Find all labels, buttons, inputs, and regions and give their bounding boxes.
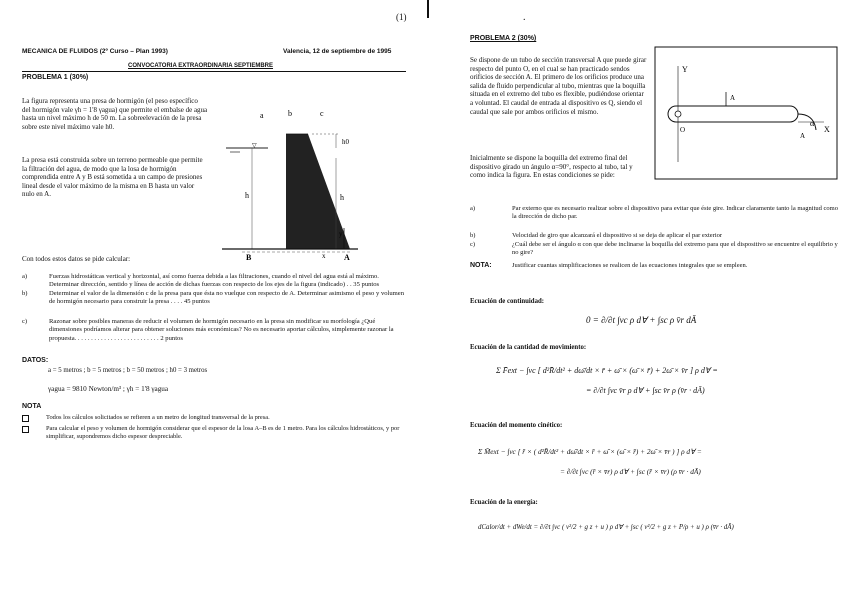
page-number: (1)	[396, 12, 407, 22]
question-a-label: a)	[22, 273, 28, 280]
dim-label-b: b	[288, 109, 292, 118]
scan-dot: .	[523, 12, 526, 23]
problem1-title: PROBLEMA 1 (30%)	[22, 74, 89, 81]
label-alpha: α	[810, 119, 815, 128]
question-b-label: b)	[22, 290, 28, 297]
problem2-intro: Se dispone de un tubo de sección transversal A que puede girar respecto del punto O, en el cual se han practicado sendos orificios de sección A. El primero de los orificios produce una salida de fluido perpendicular al tubo, mientras que la boquilla situada en el extremo del tubo es flexible, pudiéndose orientar a voluntad. El caudal de entrada al dispositivo es Q, siendo el caudal que sale por ambos orificios el mismo.	[470, 56, 647, 116]
problem1-question-c	[22, 318, 412, 346]
problem2-nota-label: NOTA:	[470, 262, 492, 269]
momentum-equation-line2: = ∂/∂t ∫vc v̄r ρ d∀ + ∫sc v̄r ρ (v̄r · dĀ)	[586, 386, 705, 395]
nota-item-text: Para calcular el peso y volumen de hormigón considerar que el espesor de la losa A–B es de 1 metro. Para los cálculos hidrostáticos, y por simplificar, supondremos dicho espesor despreciable.	[46, 425, 400, 440]
p2-question-c-text: ¿Cuál debe ser el ángulo α con que debe inclinarse la boquilla del extremo para que el dispositivo se encuentre el equilibrio y no gire?	[512, 241, 838, 257]
dim-label-h-left: h	[245, 191, 249, 200]
continuity-title: Ecuación de continuidad:	[470, 298, 545, 305]
nota-title: NOTA	[22, 403, 42, 410]
question-a-text: Fuerzas hidrostáticas vertical y horizontal, así como fuerza debida a las filtraciones, cuando el nivel del agua está al máximo. Determinar dirección, sentido y línea de acción de dichas fuerzas con respecto de los ejes de la figura (indicado) . . 35 puntos	[49, 273, 380, 289]
question-b-text: Determinar el valor de la dimensión c de la presa para que ésta no vuelque con respecto de A. Determinar asimismo el peso y volumen de hormigón necesario para construir la presa . . . . 45 puntos	[49, 290, 405, 306]
page-divider	[427, 0, 429, 18]
date-header: Valencia, 12 de septiembre de 1995	[283, 48, 392, 55]
label-A1: A	[730, 94, 736, 102]
problem2-title: PROBLEMA 2 (30%)	[470, 35, 537, 42]
dim-label-a: a	[260, 111, 264, 120]
p2-question-b-text: Velocidad de giro que alcanzará el dispositivo si se deja de aplicar el par exterior	[512, 232, 723, 239]
problem1-intro2-text: La presa está construida sobre un terreno permeable que permite la filtración del agua, de modo que la losa de hormigón comprendida entre A y B está sometida a un campo de presiones lineal desde el valor máximo de la misma en B hasta un valor nulo en A.	[22, 156, 203, 199]
problem2-question-c	[470, 241, 840, 259]
dim-label-c: c	[320, 109, 324, 118]
tube-figure	[654, 46, 838, 180]
p2-question-a-text: Par externo que es necesario realizar sobre el dispositivo para evitar que éste gire. Indicar claramente tanto la magnitud como la dirección de dicho par.	[512, 205, 838, 221]
axis-X: X	[824, 125, 830, 134]
water-level-symbol: ▽	[252, 143, 257, 149]
p2-question-c-label: c)	[470, 241, 476, 248]
label-O: O	[680, 126, 686, 134]
tube	[668, 106, 798, 122]
energy-title: Ecuación de la energía:	[470, 499, 538, 506]
dim-label-h-right: h	[340, 193, 344, 202]
nota-item-text: Todos los cálculos solicitados se refieren a un metro de longitud transversal de la presa.	[46, 414, 270, 421]
problem2-question-a	[470, 205, 840, 223]
angular-equation-line2: = ∂/∂t ∫vc (r̄ × v̄r) ρ d∀ + ∫sc (r̄ × v̄r) (ρ v̄r · dĀ)	[560, 467, 701, 476]
nota-item	[22, 414, 412, 422]
axis-Y: Y	[682, 65, 688, 74]
problem2-intro2: Inicialmente se dispone la boquilla del extremo final del dispositivo girado un ángulo α=90°, respecto al tubo, tal y como indica la figura. En estas condiciones se pide:	[470, 154, 633, 180]
axis-x: x	[322, 252, 326, 260]
label-A2: A	[800, 132, 806, 140]
momentum-title: Ecuación de la cantidad de movimiento:	[470, 344, 587, 351]
point-B: B	[246, 253, 252, 262]
question-c-text: Razonar sobre posibles maneras de reducir el volumen de hormigón necesario en la presa sin modificar su morfología ¿Qué dimensiones podríamos alterar para obtener soluciones más económicas? No es necesario aportar cálculos, simplemente razonar la propuesta. . . . . . . . . . . . . . . . . . . . . . . . . . 2 puntos	[49, 318, 394, 342]
datos-dimensions: a = 5 metros ; b = 5 metros ; b = 50 metros ; h0 = 3 metros	[48, 367, 208, 374]
header-rule	[22, 71, 406, 72]
p2-question-a-label: a)	[470, 205, 476, 212]
nota-item	[22, 425, 412, 441]
checkbox-icon	[22, 426, 29, 433]
problem1-question-b	[22, 290, 412, 310]
dam-figure	[212, 104, 424, 264]
energy-equation: dCalor/dt + dWe/dt = ∂/∂t ∫vc ( v²/2 + g z + u ) ρ d∀ + ∫sc ( v²/2 + g z + P/ρ + u ) ρ (v̄r · dĀ)	[478, 524, 734, 531]
problem1-intro	[22, 97, 208, 131]
axis-y: y	[339, 230, 343, 238]
dim-label-h0: h0	[342, 138, 349, 146]
problem1-ask: Con todos estos datos se pide calcular:	[22, 255, 131, 263]
point-A: A	[344, 253, 350, 262]
problem1-intro2	[22, 156, 208, 199]
problem2-nota-text: Justificar cuantas simplificaciones se realicen de las ecuaciones integrales que se empleen.	[512, 262, 748, 269]
p2-question-b-label: b)	[470, 232, 476, 239]
pivot-O	[675, 111, 681, 117]
momentum-equation-line1: Σ F̄ext − ∫vc [ d²R̄/dt² + dω̄/dt × r̄ + ω̄ × (ω̄ × r̄) + 2ω̄ × v̄r ] ρ d∀ =	[496, 366, 718, 375]
angular-equation-line1: Σ M̄ext − ∫vc [ r̄ × ( d²R̄/dt² + dω̄/dt × r̄ + ω̄ × (ω̄ × r̄) + 2ω̄ × v̄r ) ] ρ d∀ =	[478, 447, 702, 456]
datos-weights: γagua = 9810 Newton/m³ ; γh = 1'8 γagua	[48, 385, 169, 393]
nota-list	[22, 414, 412, 444]
convocatoria-header: CONVOCATORIA EXTRAORDINARIA SEPTIEMBRE	[128, 63, 274, 69]
course-header: MECANICA DE FLUIDOS (2º Curso – Plan 1993)	[22, 48, 168, 55]
angular-momentum-title: Ecuación del momento cinético:	[470, 422, 563, 429]
continuity-equation: 0 = ∂/∂t ∫vc ρ d∀ + ∫sc ρ v̄r dĀ	[586, 315, 697, 325]
checkbox-icon	[22, 415, 29, 422]
question-c-label: c)	[22, 318, 28, 325]
problem1-intro-text: La figura representa una presa de hormigón (el peso específico del hormigón vale γh = 1'8 γagua) que permite el embalse de agua hasta un nivel máximo h de 50 m. La sobreelevación de la presa sobre este nivel máximo vale h0.	[22, 97, 208, 131]
datos-title: DATOS:	[22, 357, 49, 364]
